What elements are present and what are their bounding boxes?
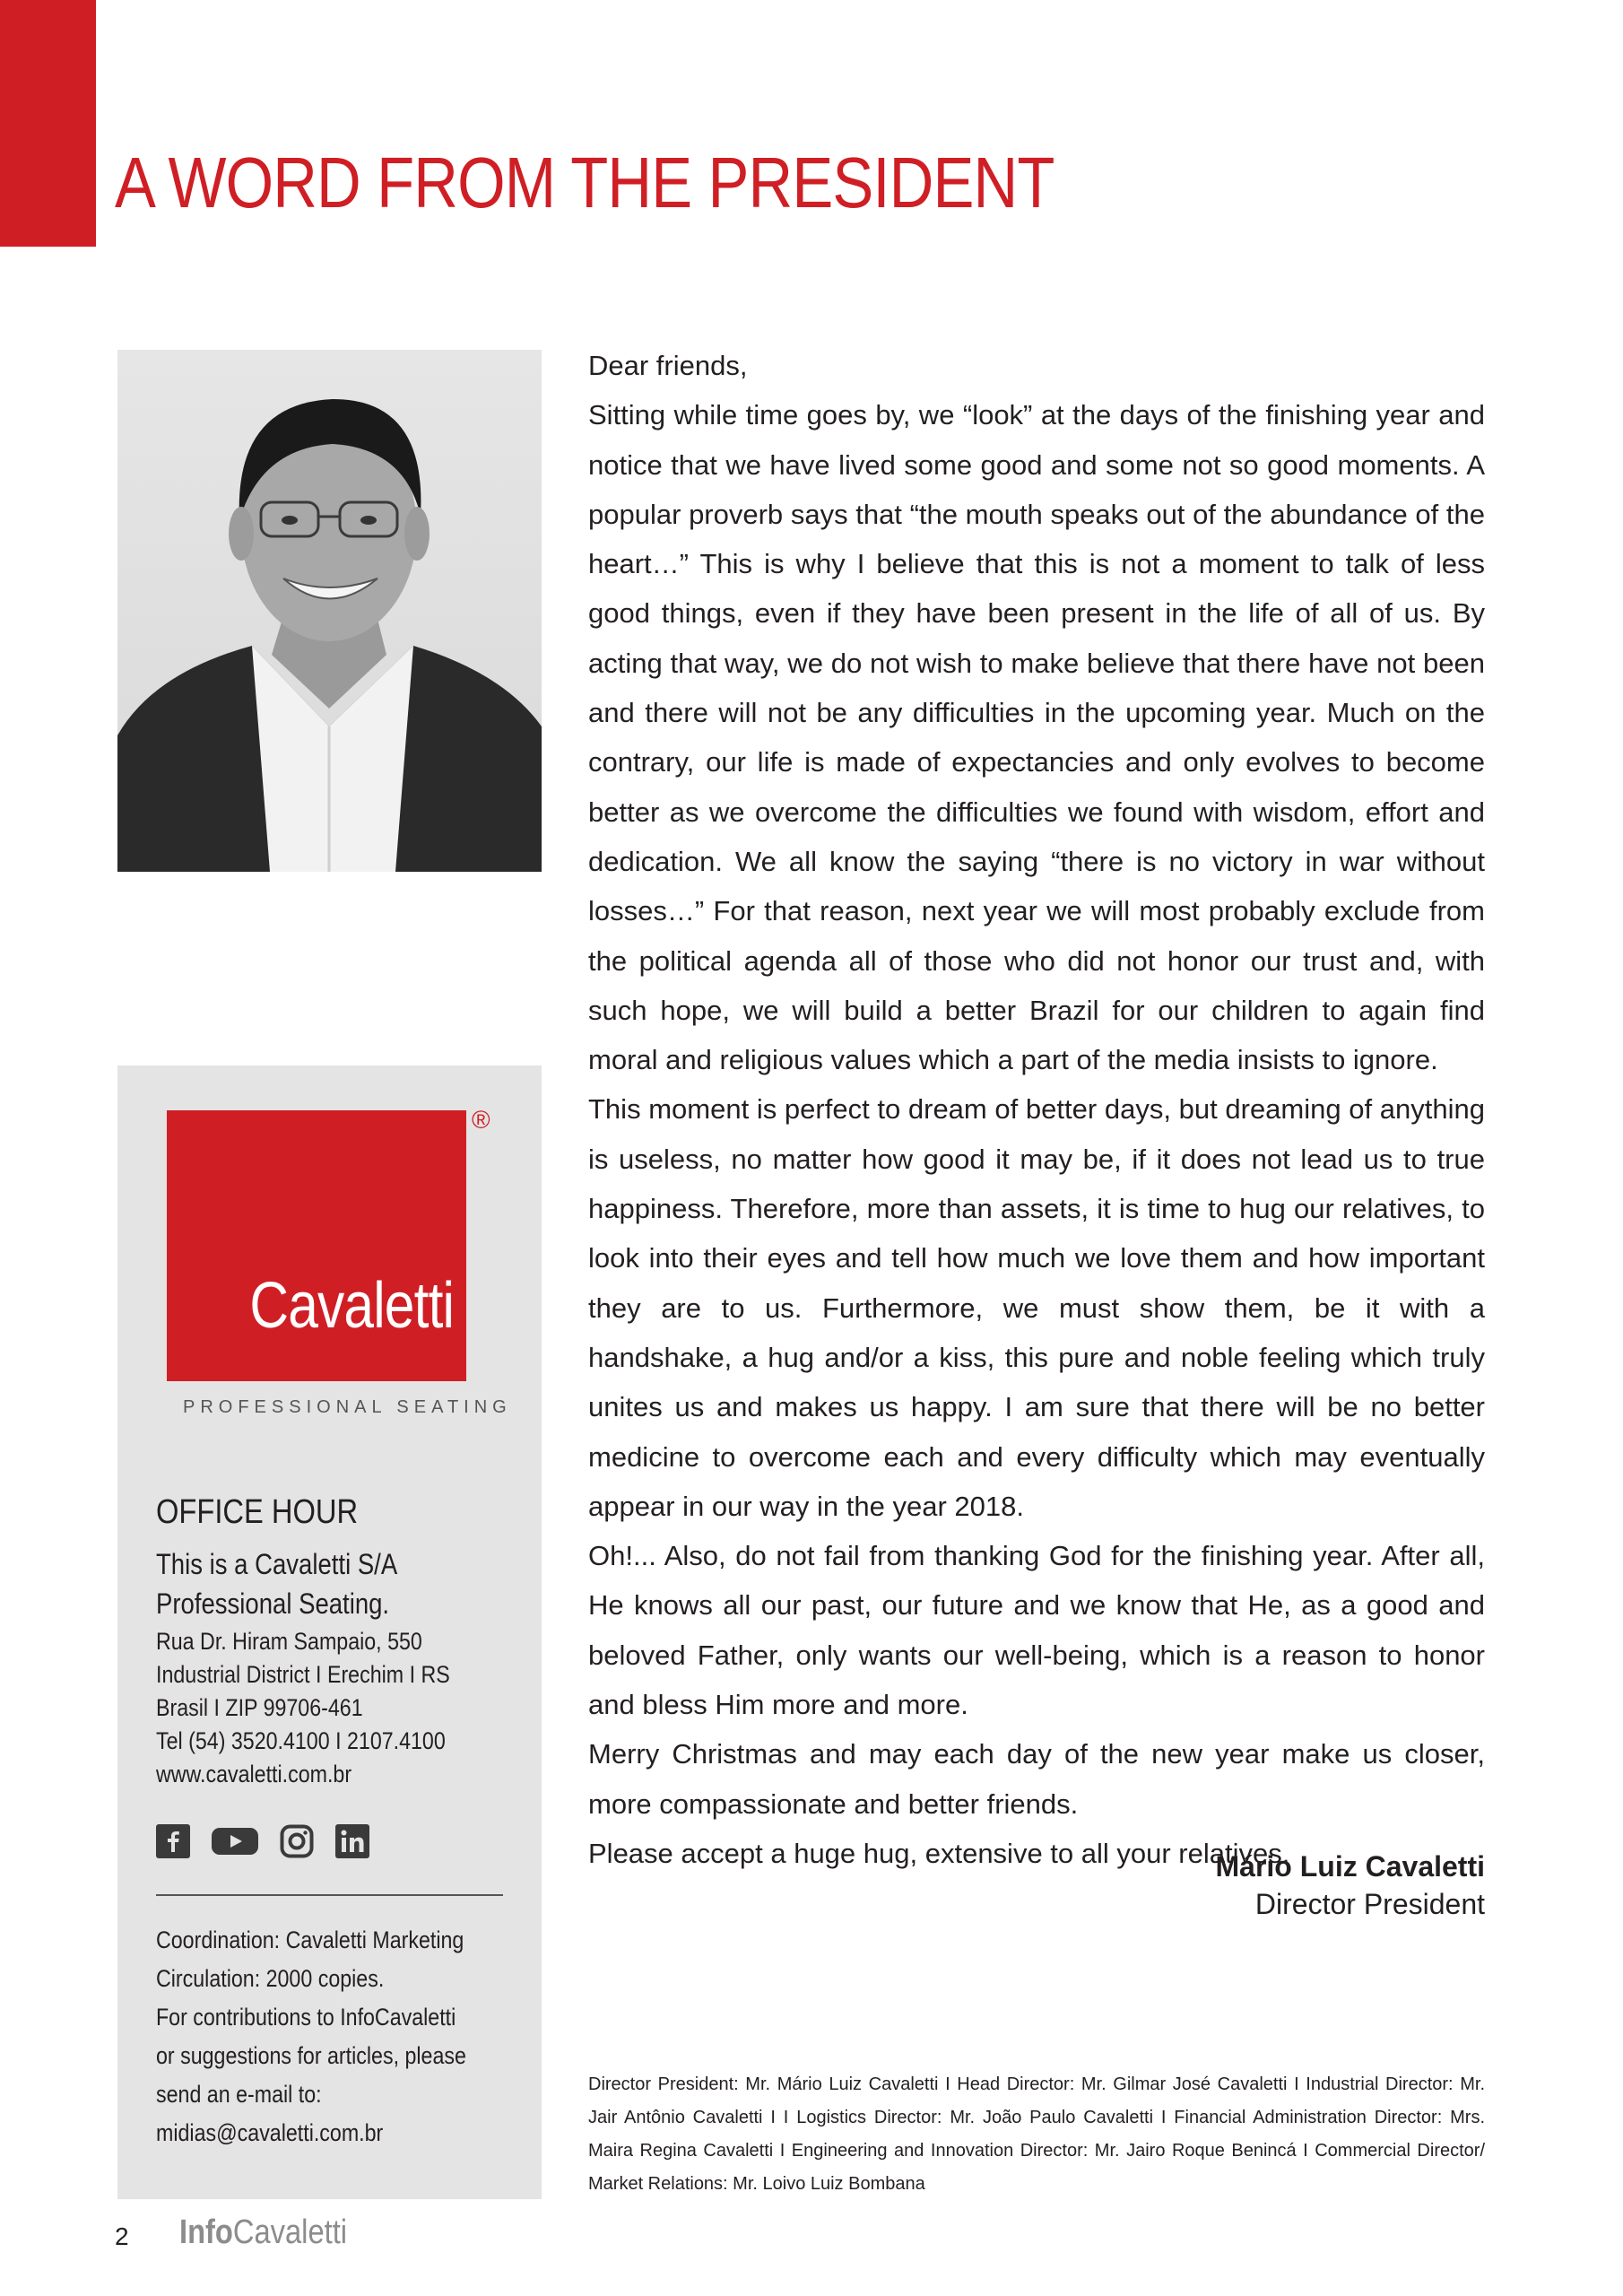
credits-line: Coordination: Cavaletti Marketing (156, 1926, 464, 1953)
page-number: 2 (115, 2222, 129, 2250)
letter-paragraph: Please accept a huge hug, extensive to all your relatives. (588, 1837, 1290, 1869)
letter-paragraph: Oh!... Also, do not fail from thanking God for the finishing year. After all, He knows all our past, our future and we know that He, as a good and beloved Father, only wants our well-being, which is a reason to honor and bless Him more and more. (588, 1540, 1485, 1721)
letter-paragraph: This moment is perfect to dream of better days, but dreaming of anything is useless, no matter how good it may be, if it does not lead us to true happiness. Therefore, more than assets, it is time to hug our relatives, to look into their eyes and tell how much we love them and how important they are to us. Furthermore, we must show them, be it with a handshake, a hug and/or a kiss, this pure and noble feeling which truly unites us and makes us happy. I am sure that there will be no better medicine to overcome each and every difficulty which may eventually appear in our way in the year 2018. (588, 1093, 1485, 1522)
instagram-icon[interactable] (280, 1824, 314, 1858)
credits-line: or suggestions for articles, please (156, 2042, 466, 2069)
signature-name: Mário Luiz Cavaletti (1215, 1850, 1485, 1883)
company-line: This is a Cavaletti S/A (156, 1548, 398, 1580)
linkedin-icon[interactable] (335, 1824, 369, 1858)
portrait-illustration (117, 350, 542, 872)
logo-tagline: PROFESSIONAL SEATING (183, 1397, 512, 1417)
social-links (156, 1824, 369, 1858)
footer-brand (179, 2213, 347, 2252)
address-line: Tel (54) 3520.4100 I 2107.4100 (156, 1727, 446, 1754)
logo-brand-text: Cavaletti (249, 1270, 454, 1342)
credits-line: send an e-mail to: (156, 2081, 322, 2108)
letter-paragraph: Sitting while time goes by, we “look” at the days of the finishing year and notice that we have lived some good and some not so good moments. A popular proverb says that “the mouth speaks out of the abundance of the heart…” This is why I believe that this is not a moment to talk of less good things, even if they have been present in the life of all of us. By acting that way, we do not wish to make believe that there have not been and there will not be any difficulties in the upcoming year. Much on the contrary, our life is made of expectancies and only evolves to become better as we overcome the difficulties we found with wisdom, effort and dedication. We all know the saying “there is no victory in war without losses…” For that reason, next year we will most probably exclude from the political agenda all of those who did not honor our trust and, with such hope, we will build a better Brazil for our children to again find moral and religious values which a part of the media insists to ignore. (588, 399, 1485, 1076)
header-accent-bar (0, 0, 96, 247)
email-link[interactable]: midias@cavaletti.com.br (156, 2119, 384, 2146)
cavaletti-logo (167, 1110, 466, 1381)
signature-title: Director President (1254, 1888, 1485, 1920)
letter-paragraph: Merry Christmas and may each day of the new year make us closer, more compassionate and better friends. (588, 1738, 1485, 1820)
board-of-directors: Director President: Mr. Mário Luiz Cavaletti I Head Director: Mr. Gilmar José Cavaletti I Industrial Director: Mr. Jair Antônio Cavaletti I I Logistics Director: Mr. João Paulo Cavaletti I Financial Administration Director: Mrs. Maira Regina Cavaletti I Engineering and Innovation Director: Mr. Jairo Roque Benincá I Commercial Director/ Market Relations: Mr. Loivo Luiz Bombana (588, 2074, 1485, 2194)
letter-greeting: Dear friends, (588, 350, 748, 381)
footer-brand-regular: Cavaletti (232, 2213, 348, 2251)
company-line: Professional Seating. (156, 1587, 390, 1620)
registered-mark: ® (472, 1106, 490, 1134)
youtube-icon[interactable] (212, 1824, 258, 1858)
sidebar-divider (156, 1894, 503, 1896)
company-address (156, 1625, 450, 1791)
address-line: Industrial District I Erechim I RS (156, 1661, 450, 1688)
credits-line: Circulation: 2000 copies. (156, 1965, 385, 1992)
president-photo (117, 350, 542, 872)
signature-block (1216, 1848, 1486, 1923)
credits-line: For contributions to InfoCavaletti (156, 2004, 456, 2031)
website-link[interactable]: www.cavaletti.com.br (156, 1761, 352, 1787)
publication-credits (156, 1921, 466, 2152)
page-title: A WORD FROM THE PRESIDENT (115, 143, 1055, 222)
address-line: Rua Dr. Hiram Sampaio, 550 (156, 1628, 422, 1655)
address-line: Brasil I ZIP 99706-461 (156, 1694, 363, 1721)
footer-brand-bold: Info (179, 2213, 233, 2251)
company-name (156, 1544, 397, 1623)
letter-body (588, 341, 1485, 1878)
facebook-icon[interactable] (156, 1824, 190, 1858)
office-heading: OFFICE HOUR (156, 1493, 359, 1531)
